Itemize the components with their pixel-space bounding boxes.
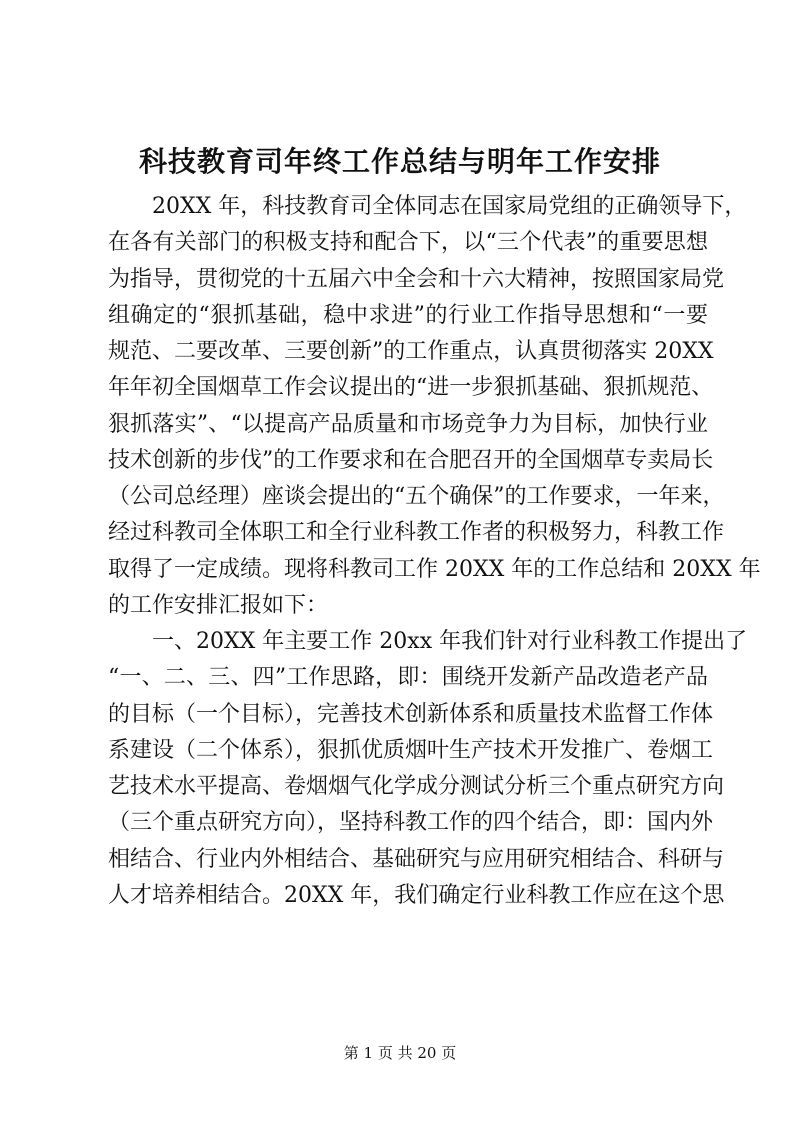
- text-line: 取得了一定成绩。现将科教司工作 20XX 年的工作总结和 20XX 年: [108, 556, 761, 582]
- text-line: 艺技术水平提高、卷烟烟气化学成分测试分析三个重点研究方向: [108, 774, 725, 799]
- text-line: 的目标（一个目标），完善技术创新体系和质量技术监督工作体: [108, 701, 714, 727]
- document-body: [108, 189, 761, 914]
- page-title: 科技教育司年终工作总结与明年工作安排: [138, 145, 661, 178]
- text-line: 规范、二要改革、三要创新”的工作重点，认真贯彻落实 20XX: [108, 339, 714, 364]
- text-line: “一、二、三、四”工作思路，即：围绕开发新产品改造老产品: [108, 665, 708, 691]
- text-line: 技术创新的步伐”的工作要求和在合肥召开的全国烟草专卖局长: [108, 447, 714, 473]
- text-line: 狠抓落实”、“以提高产品质量和市场竞争力为目标，加快行业: [108, 411, 708, 437]
- text-line: 年年初全国烟草工作会议提出的“进一步狠抓基础、狠抓规范、: [108, 375, 714, 401]
- text-line: 为指导，贯彻党的十五届六中全会和十六大精神，按照国家局党: [108, 266, 725, 292]
- text-line: （公司总经理）座谈会提出的“五个确保”的工作要求，一年来，: [108, 484, 725, 509]
- text-line: 组确定的“狠抓基础，稳中求进”的行业工作指导思想和“一要: [108, 302, 708, 328]
- text-line: 经过科教司全体职工和全行业科教工作者的积极努力，科教工作: [108, 520, 725, 546]
- text-line: 的工作安排汇报如下：: [108, 592, 329, 618]
- text-line: 人才培养相结合。20XX 年，我们确定行业科教工作应在这个思: [108, 882, 725, 908]
- text-line: 在各有关部门的积极支持和配合下，以“三个代表”的重要思想: [108, 230, 708, 256]
- text-line: 一、20XX 年主要工作 20xx 年我们针对行业科教工作提出了: [152, 629, 748, 654]
- page-number: 第 1 页 共 20 页: [343, 1044, 457, 1062]
- text-line: （三个重点研究方向），坚持科教工作的四个结合，即：国内外: [108, 810, 714, 836]
- text-line: 20XX 年，科技教育司全体同志在国家局党组的正确领导下，: [152, 194, 747, 219]
- text-line: 相结合、行业内外相结合、基础研究与应用研究相结合、科研与: [108, 846, 725, 872]
- text-line: 系建设（二个体系），狠抓优质烟叶生产技术开发推广、卷烟工: [108, 737, 714, 763]
